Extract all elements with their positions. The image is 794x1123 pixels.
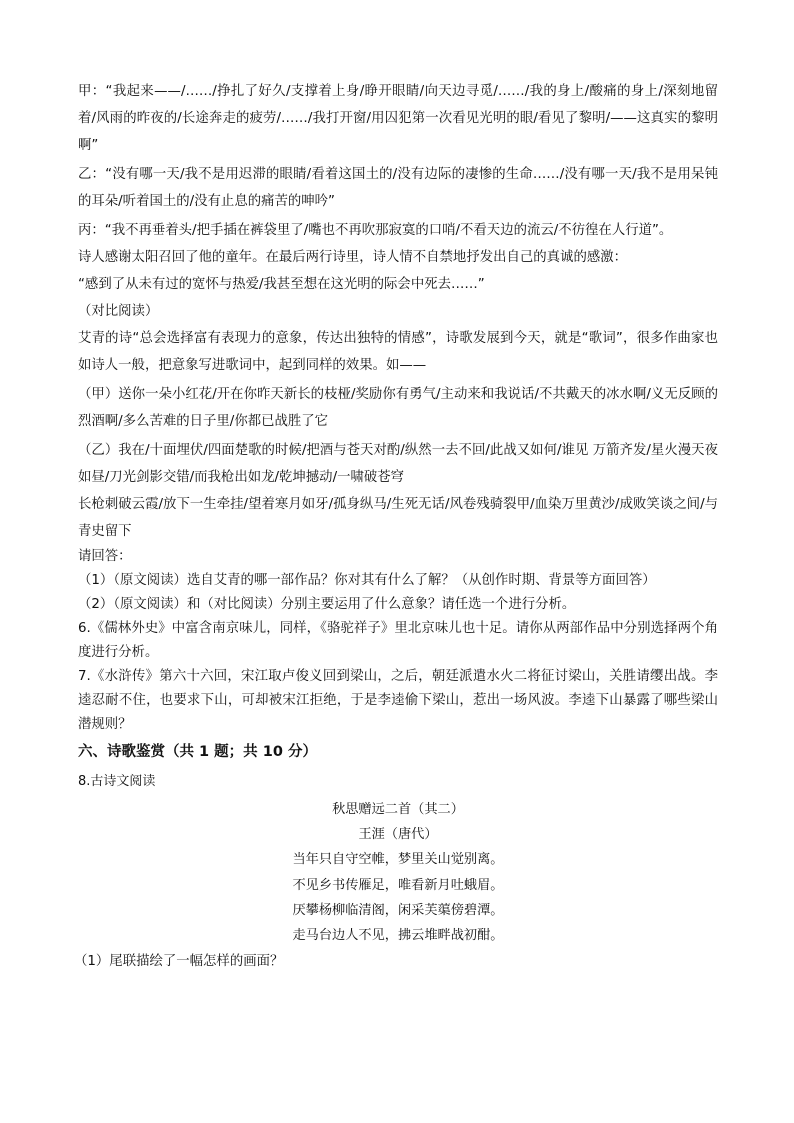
compare-reading-label: （对比阅读）	[78, 304, 159, 319]
thanks-paragraph: 诗人感谢太阳召回了他的童年。在最后两行诗里，诗人情不自禁地抒发出自己的真诚的感激：	[78, 250, 628, 265]
question-8-1: （1）尾联描绘了一幅怎样的画面？	[74, 954, 284, 970]
excerpt-yi: 乙：“没有哪一天/我不是用迟滞的眼睛/看着这国土的/没有边际的凄惨的生命……/没有哪一天/我不是用呆钝的耳朵/听着国土的/没有止息的痛苦的呻吟”	[78, 167, 718, 209]
section-6-title: 六、诗歌鉴赏（共 1 题；共 10 分）	[78, 744, 317, 760]
excerpt-jia: 甲：“我起来——/……/挣扎了好久/支撑着上身/睁开眼睛/向天边寻觅/……/我的身上/酸痛的身上/深刻地留着/风雨的昨夜的/长途奔走的疲劳/……/我打开窗/用囚犯第一次看见光明的眼/看见了黎明/——这真实的黎明啊”	[78, 84, 718, 153]
lyric-yi: （乙）我在/十面埋伏/四面楚歌的时候/把酒与苍天对酌/纵然一去不回/此战又如何/谁见 万箭齐发/星火漫天夜如昼/刀光剑影交错/而我枪出如龙/乾坤撼动/一啸破苍穹	[78, 443, 718, 485]
poem-line: 不见乡书传雁足，唯看新月吐蛾眉。	[292, 877, 504, 893]
excerpt-bing: 丙：“我不再垂着头/把手插在裤袋里了/嘴也不再吹那寂寞的口哨/不看天边的流云/不彷徨在人行道”。	[78, 223, 673, 238]
question-7: 7.《水浒传》第六十六回，宋江取卢俊义回到梁山，之后，朝廷派遣水火二将征讨梁山，关胜请缨出战。李逵忍耐不住，也要求下山，可却被宋江拒绝，于是李逵偷下梁山，惹出一场风波。李逵下山暴露了哪些梁山潜规则？	[78, 669, 718, 732]
poem-line: 当年只自守空帷，梦里关山觉别离。	[292, 852, 504, 868]
lyric-yi-continued: 长枪刺破云霞/放下一生牵挂/望着寒月如牙/孤身纵马/生死无话/风卷残骑裂甲/血染万里黄沙/成败笑谈之间/与青史留下	[78, 497, 718, 539]
question-6: 6.《儒林外史》中富含南京味儿，同样，《骆驼祥子》里北京味儿也十足。请你从两部作品中分别选择两个角度进行分析。	[78, 621, 718, 660]
question-2: （2）（原文阅读）和（对比阅读）分别主要运用了什么意象？请任选一个进行分析。	[78, 597, 576, 612]
answer-prompt: 请回答：	[78, 549, 132, 564]
document-page	[74, 78, 718, 975]
poem-title: 秋思赠远二首（其二）	[332, 802, 464, 817]
question-1: （1）（原文阅读）选自艾青的哪一部作品？你对其有什么了解？（从创作时期、背景等方面回答）	[78, 573, 656, 588]
closing-quote: “感到了从未有过的宽怀与热爱/我甚至想在这光明的际会中死去……”	[78, 277, 485, 292]
compare-intro: 艾青的诗“总会选择富有表现力的意象，传达出独特的情感”，诗歌发展到今天，就是“歌词”，很多作曲家也如诗人一般，把意象写进歌词中，起到同样的效果。如——	[78, 331, 718, 373]
poem-line: 厌攀杨柳临清阁，闲采芙蕖傍碧潭。	[292, 902, 504, 918]
question-8-label: 8.古诗文阅读	[78, 774, 156, 789]
poem-author: 王涯（唐代）	[358, 827, 438, 843]
poem-line: 走马台边人不见，拂云堆畔战初酣。	[292, 928, 504, 944]
lyric-jia: （甲）送你一朵小红花/开在你昨天新长的枝桠/奖励你有勇气/主动来和我说话/不共戴天的冰水啊/义无反顾的烈酒啊/多么苦难的日子里/你都已战胜了它	[78, 387, 718, 429]
